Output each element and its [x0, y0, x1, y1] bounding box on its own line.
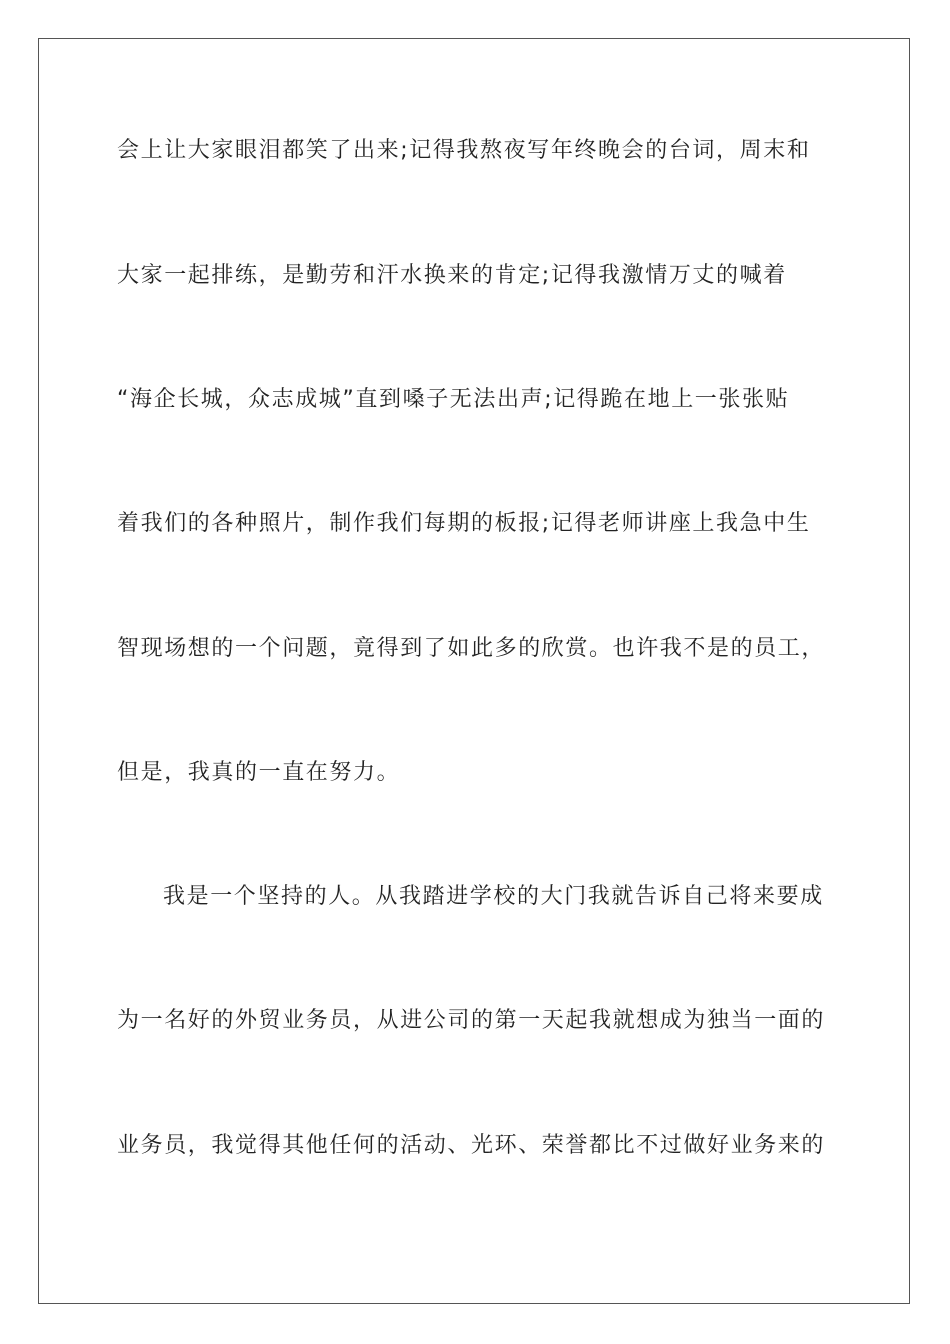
text-line-3: “海企长城，众志成城”直到嗓子无法出声;记得跪在地上一张张贴 — [117, 387, 790, 412]
page-border — [38, 38, 910, 1304]
text-line-9: 业务员，我觉得其他任何的活动、光环、荣誉都比不过做好业务来的 — [117, 1133, 826, 1158]
text-line-2: 大家一起排练，是勤劳和汗水换来的肯定;记得我激情万丈的喊着 — [117, 263, 787, 288]
text-line-5: 智现场想的一个问题，竟得到了如此多的欣赏。也许我不是的员工， — [117, 636, 826, 661]
text-line-7: 我是一个坚持的人。从我踏进学校的大门我就告诉自己将来要成 — [163, 884, 824, 909]
text-line-6: 但是，我真的一直在努力。 — [117, 760, 401, 785]
text-line-4: 着我们的各种照片，制作我们每期的板报;记得老师讲座上我急中生 — [117, 511, 811, 536]
text-line-1: 会上让大家眼泪都笑了出来;记得我熬夜写年终晚会的台词，周末和 — [117, 138, 811, 163]
text-line-8: 为一名好的外贸业务员，从进公司的第一天起我就想成为独当一面的 — [117, 1008, 826, 1033]
